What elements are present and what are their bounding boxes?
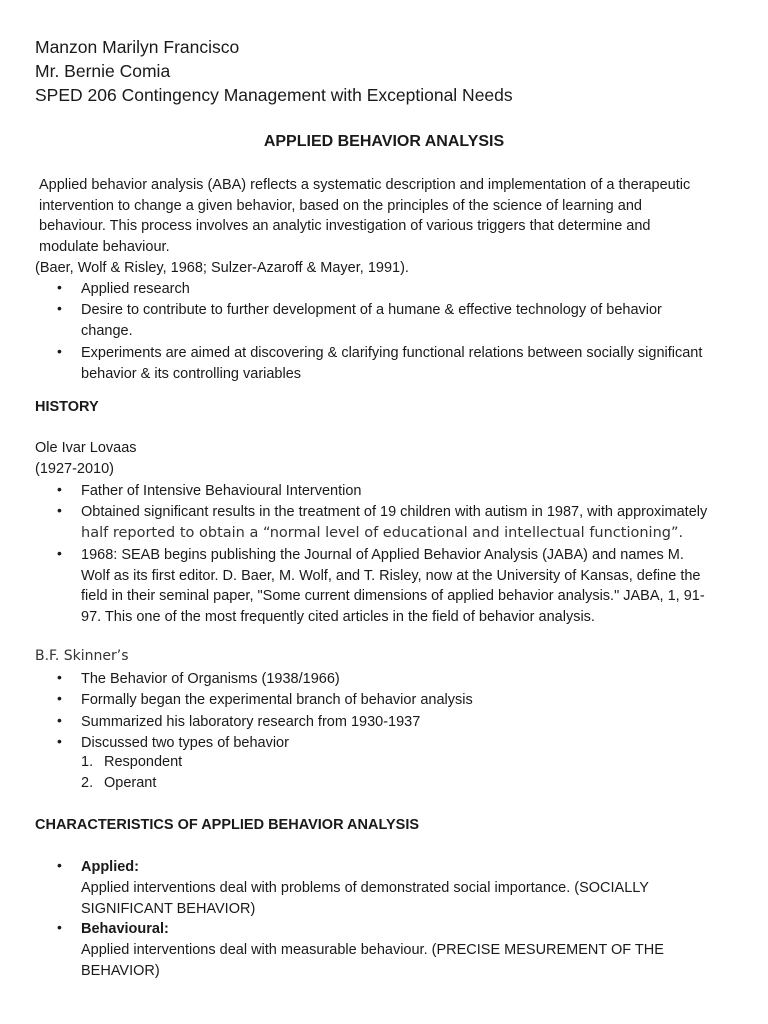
list-item: Desire to contribute to further development of a humane & effective technology of behavior [81,302,662,318]
list-item: Discussed two types of behavior [81,735,289,751]
characteristic-description: BEHAVIOR) [81,963,160,979]
student-name: Manzon Marilyn Francisco [35,37,240,57]
numbered-item: Respondent [104,754,183,770]
bullet-dot: • [57,300,62,316]
list-item: Formally began the experimental branch of behavior analysis [81,692,473,708]
list-number: 1. [81,754,94,770]
intro-line: intervention to change a given behavior, based on the principles of the science of learning and [39,198,642,214]
bullet-dot: • [57,690,62,706]
bullet-dot: • [57,733,62,749]
bullet-dot: • [57,545,62,561]
list-item-continuation: Wolf as its first editor. D. Baer, M. Wolf, and T. Risley, now at the University of Kansas, define the [81,568,701,584]
list-item: Father of Intensive Behavioural Intervention [81,483,362,499]
characteristic-term: Behavioural: [81,921,169,937]
document-title: APPLIED BEHAVIOR ANALYSIS [263,133,505,150]
skinner-heading: B.F. Skinner’s [35,648,129,664]
characteristics-heading: CHARACTERISTICS OF APPLIED BEHAVIOR ANALYSIS [35,817,420,833]
list-item: Obtained significant results in the treatment of 19 children with autism in 1987, with approximately [81,504,708,520]
bullet-dot: • [57,857,62,873]
list-item-continuation: field in their seminal paper, "Some current dimensions of applied behavior analysis." JABA, 1, 91- [81,588,705,604]
bullet-dot: • [57,669,62,685]
list-item-continuation: half reported to obtain a “normal level of educational and intellectual functioning”. [81,525,684,541]
course-title: SPED 206 Contingency Management with Exceptional Needs [35,85,513,105]
lovaas-name: Ole Ivar Lovaas [35,440,137,456]
list-number: 2. [81,775,94,791]
bullet-dot: • [57,919,62,935]
list-item: Applied research [81,281,190,297]
numbered-item: Operant [104,775,157,791]
list-item: Experiments are aimed at discovering & clarifying functional relations between socially significant [81,345,703,361]
characteristic-description: Applied interventions deal with measurable behaviour. (PRECISE MESUREMENT OF THE [81,942,664,958]
bullet-dot: • [57,279,62,295]
list-item-continuation: behavior & its controlling variables [81,366,302,382]
intro-line: modulate behaviour. [39,239,170,255]
history-heading: HISTORY [35,399,99,415]
instructor-name: Mr. Bernie Comia [35,61,171,81]
list-item: Summarized his laboratory research from 1930-1937 [81,714,421,730]
lovaas-years: (1927-2010) [35,461,114,477]
intro-citation: (Baer, Wolf & Risley, 1968; Sulzer-Azaroff & Mayer, 1991). [35,260,409,276]
bullet-dot: • [57,481,62,497]
characteristic-description: SIGNIFICANT BEHAVIOR) [81,901,256,917]
list-item-continuation: 97. This one of the most frequently cited articles in the field of behavior analysis. [81,609,595,625]
intro-line: behaviour. This process involves an analytic investigation of various triggers that determine and [39,218,651,234]
bullet-dot: • [57,502,62,518]
list-item: 1968: SEAB begins publishing the Journal of Applied Behavior Analysis (JABA) and names M. [81,547,684,563]
list-item-continuation: change. [81,323,133,339]
bullet-dot: • [57,343,62,359]
characteristic-description: Applied interventions deal with problems of demonstrated social importance. (SOCIALLY [81,880,649,896]
intro-line: Applied behavior analysis (ABA) reflects a systematic description and implementation of a therapeutic [39,177,691,193]
bullet-dot: • [57,712,62,728]
characteristic-term: Applied: [81,859,139,875]
list-item: The Behavior of Organisms (1938/1966) [81,671,340,687]
